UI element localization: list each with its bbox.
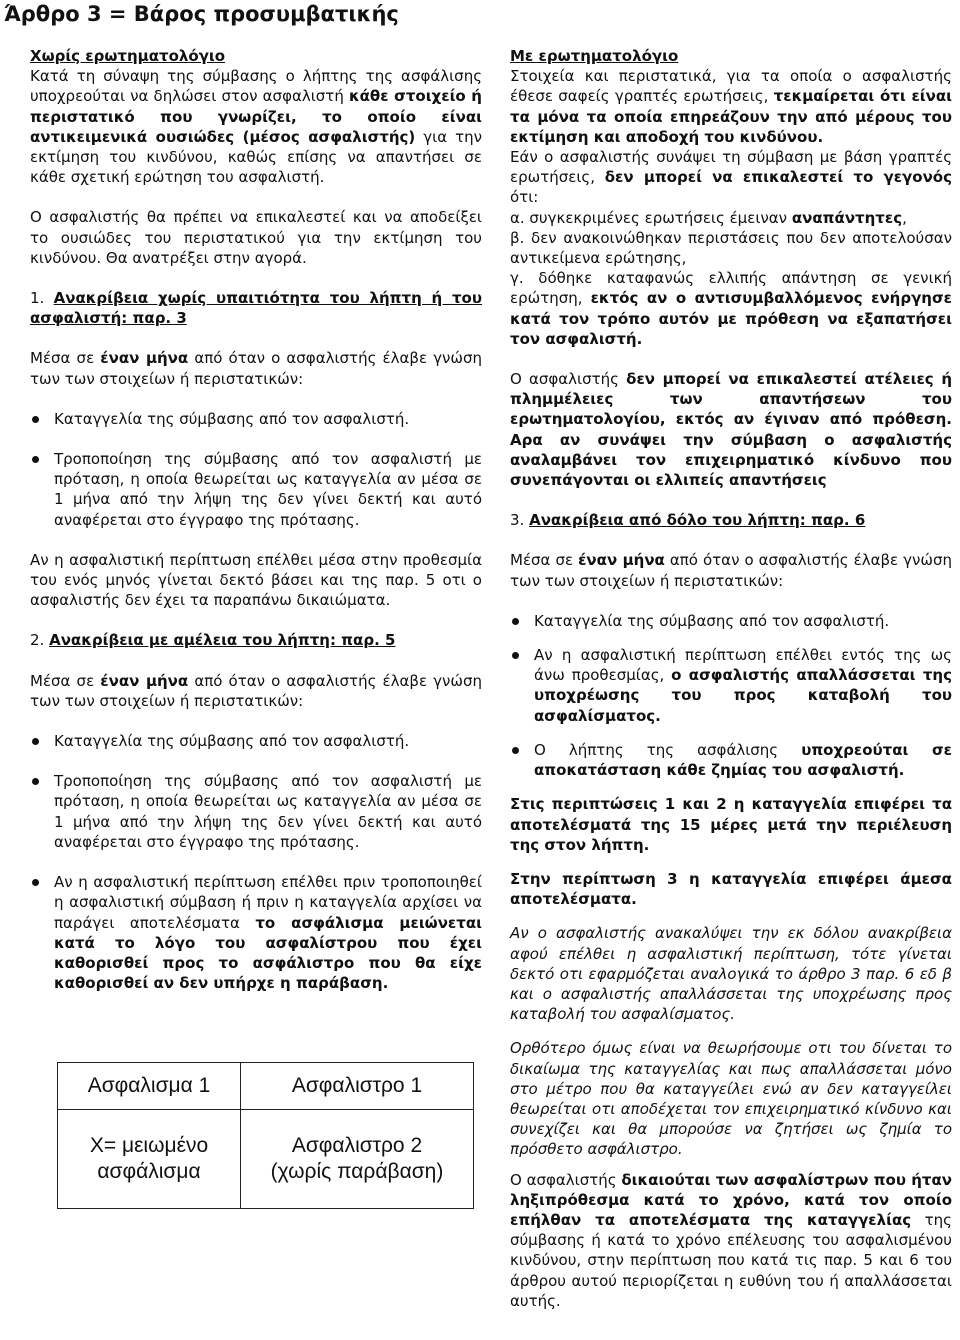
paragraph: Μέσα σε έναν μήνα από όταν ο ασφαλιστής έλαβε γνώση των των στοιχείων ή περιστατικών: <box>30 349 482 388</box>
list-item: γ. δόθηκε καταφανώς ελλιπής απάντηση σε γενική ερώτηση, εκτός αν ο αντισυμβαλλόμενος ενήργησε κατά τον τρόπο αυτόν με πρόθεση να εξαπατήσει τον ασφαλιστή. <box>510 269 953 348</box>
box-cell-1: Χ= μειωμένο ασφάλισμα <box>58 1110 241 1209</box>
box-cell-2: Ασφαλιστρο 2 (χωρίς παράβαση) <box>241 1110 474 1209</box>
bullet-icon <box>32 738 39 745</box>
paragraph: Στοιχεία και περιστατικά, για τα οποία ο ασφαλιστής έθεσε σαφείς γραπτές ερωτήσεις, τεκμαίρεται ότι είναι τα μόνα τα οποία επηρεάζουν την από μέρους του εκτίμηση και αποδοχή του κινδύνου. <box>510 67 953 146</box>
list-item: Αν η ασφαλιστική περίπτωση επέλθει πριν τροποποιηθεί η ασφαλιστική σύμβαση ή πριν η καταγγελία αρχίσει να παράγει αποτελέσματα το ασφάλισμα μειώνεται κατά το λόγο του ασφαλίστρου που έχει καθορισθεί προς το ασφάλιστρο που θα είχε καθορισθεί αν δεν υπήρχε η παράβαση. <box>30 872 482 993</box>
list-item: Καταγγελία της σύμβασης από τον ασφαλιστή. <box>30 409 482 429</box>
section-heading-3: 3. Ανακρίβεια από δόλο του λήπτη: παρ. 6 <box>510 511 866 530</box>
section-heading-with-questionnaire: Με ερωτηματολόγιο <box>510 47 679 65</box>
paragraph: Ο ασφαλιστής δεν μπορεί να επικαλεστεί ατέλειες ή πλημμέλειες των απαντήσεων του ερωτηματολογίου, εκτός αν έγιναν από πρόθεση. Αρα αν συνάψει την σύμβαση ο ασφαλιστής αναλαμβάνει τον επιχειρηματικό κίνδυνο που συνεπάγονται οι ελλιπείς απαντήσεις <box>510 370 953 490</box>
paragraph: Εάν ο ασφαλιστής συνάψει τη σύμβαση με βάση γραπτές ερωτήσεις, δεν μπορεί να επικαλεστεί το γεγονός ότι: <box>510 148 952 207</box>
list-item: Τροποποίηση της σύμβασης από τον ασφαλιστή με πρόταση, η οποία θεωρείται ως καταγγελία αν μέσα σε 1 μήνα από την λήψη της δεν γίνει δεκτή και αυτό αναφέρεται στο έγγραφο της πρότασης. <box>30 771 482 852</box>
paragraph: Ορθότερο όμως είναι να θεωρήσουμε οτι του δίνεται το δικαίωμα της καταγγελίας και πως απαλλάσσεται μόνο στο μέτρο που θα καταγγείλει ενώ αν δεν καταγγείλει θεωρείται οτι αποδέχεται τον επιχειρηματικό κίνδυνο και συνεχίζει και θα μπορούσε να ζητήσει ως ζημία το πρόσθετο ασφάλιστρο. <box>510 1039 952 1159</box>
list-item: Τροποποίηση της σύμβασης από τον ασφαλιστή με πρόταση, η οποία θεωρείται ως καταγγελία αν μέσα σε 1 μήνα από την λήψη της δεν γίνει δεκτή και αυτό αναφέρεται στο έγγραφο της πρότασης. <box>30 449 482 530</box>
list-item: Αν η ασφαλιστική περίπτωση επέλθει εντός της ως άνω προθεσμίας, ο ασφαλιστής απαλλάσσεται της υποχρέωσης του προς καταβολή του ασφαλίσματος. <box>510 645 952 726</box>
list-item: Καταγγελία της σύμβασης από τον ασφαλιστή. <box>510 611 952 631</box>
left-column <box>30 46 482 993</box>
paragraph: Ο ασφαλιστής δικαιούται των ασφαλίστρων που ήταν ληξιπρόθεσμα κατά το χρόνο, κατά τον οποίο επήλθαν τα αποτελέσματα της καταγγελίας της σύμβασης ή κατά το χρόνο επέλευσης του ασφαλισμένου κινδύνου, στην περίπτωση που κατά τις παρ. 5 και 6 του άρθρου αυτού περιορίζεται η ευθύνη του ή απαλλάσσεται αυτής. <box>510 1170 952 1310</box>
paragraph: Κατά τη σύναψη της σύμβασης ο λήπτης της ασφάλισης υποχρεούται να δηλώσει στον ασφαλιστή κάθε στοιχείο ή περιστατικό που γνωρίζει, το οποίο είναι αντικειμενικά ουσιώδες (μέσος ασφαλιστής) για την εκτίμηση του κινδύνου, καθώς επίσης να απαντήσει σε κάθε σχετική ερώτηση του ασφαλιστή. <box>30 67 482 187</box>
section-heading-no-questionnaire: Χωρίς ερωτηματολόγιο <box>30 47 226 65</box>
bullet-icon <box>32 778 39 785</box>
bullet-icon <box>32 879 39 886</box>
bullet-icon <box>512 747 519 754</box>
paragraph: Ο ασφαλιστής θα πρέπει να επικαλεστεί και να αποδείξει το ουσιώδες του περιστατικού για την εκτίμηση του κινδύνου. Θα ανατρέξει στην αγορά. <box>30 208 482 267</box>
bullet-icon <box>32 456 39 463</box>
bullet-icon <box>512 652 519 659</box>
list-item: β. δεν ανακοινώθηκαν περιστάσεις που δεν αποτελούσαν αντικείμενα ερώτησης, <box>510 228 952 268</box>
bullet-icon <box>512 618 519 625</box>
paragraph: Αν η ασφαλιστική περίπτωση επέλθει μέσα στην προθεσμία του ενός μηνός γίνεται δεκτό βάσει και της παρ. 5 οτι ο ασφαλιστής δεν έχει τα παραπάνω δικαιώματα. <box>30 550 482 610</box>
list-item: Καταγγελία της σύμβασης από τον ασφαλιστή. <box>30 731 482 751</box>
list-item: Ο λήπτης της ασφάλισης υποχρεούται σε αποκατάσταση κάθε ζημίας του ασφαλιστή. <box>510 740 952 780</box>
section-heading-2: 2. Ανακρίβεια με αμέλεια του λήπτη: παρ. 5 <box>30 631 396 650</box>
premium-comparison-box <box>57 1062 474 1209</box>
page-title: Άρθρο 3 = Βάρος προσυμβατικής <box>4 2 399 26</box>
section-heading-1: 1. Ανακρίβεια χωρίς υπαιτιότητα του λήπτη ή του ασφαλιστή: παρ. 3 <box>30 289 482 328</box>
paragraph: Μέσα σε έναν μήνα από όταν ο ασφαλιστής έλαβε γνώση των των στοιχείων ή περιστατικών: <box>30 671 482 710</box>
list-item: α. συγκεκριμένες ερωτήσεις έμειναν αναπάντητες, <box>510 208 907 227</box>
paragraph: Αν ο ασφαλιστής ανακαλύψει την εκ δόλου ανακρίβεια αφού επέλθει η ασφαλιστική περίπτωση, τότε γίνεται δεκτό οτι εφαρμόζεται αναλογικά το άρθρο 3 παρ. 6 εδ β και ο ασφαλιστής απαλλάσσεται της υποχρέωσης προς καταβολή του ασφαλίσματος. <box>510 924 952 1024</box>
box-header-2: Ασφαλιστρο 1 <box>241 1063 474 1110</box>
paragraph: Στις περιπτώσεις 1 και 2 η καταγγελία επιφέρει τα αποτελέσματά της 15 μέρες μετά την περιέλευση της στον λήπτη. <box>510 795 952 854</box>
paragraph: Μέσα σε έναν μήνα από όταν ο ασφαλιστής έλαβε γνώση των των στοιχείων ή περιστατικών: <box>510 551 952 590</box>
box-header-1: Ασφαλισμα 1 <box>58 1063 241 1110</box>
bullet-icon <box>32 416 39 423</box>
paragraph: Στην περίπτωση 3 η καταγγελία επιφέρει άμεσα αποτελέσματα. <box>510 869 952 909</box>
right-column <box>510 46 952 1311</box>
